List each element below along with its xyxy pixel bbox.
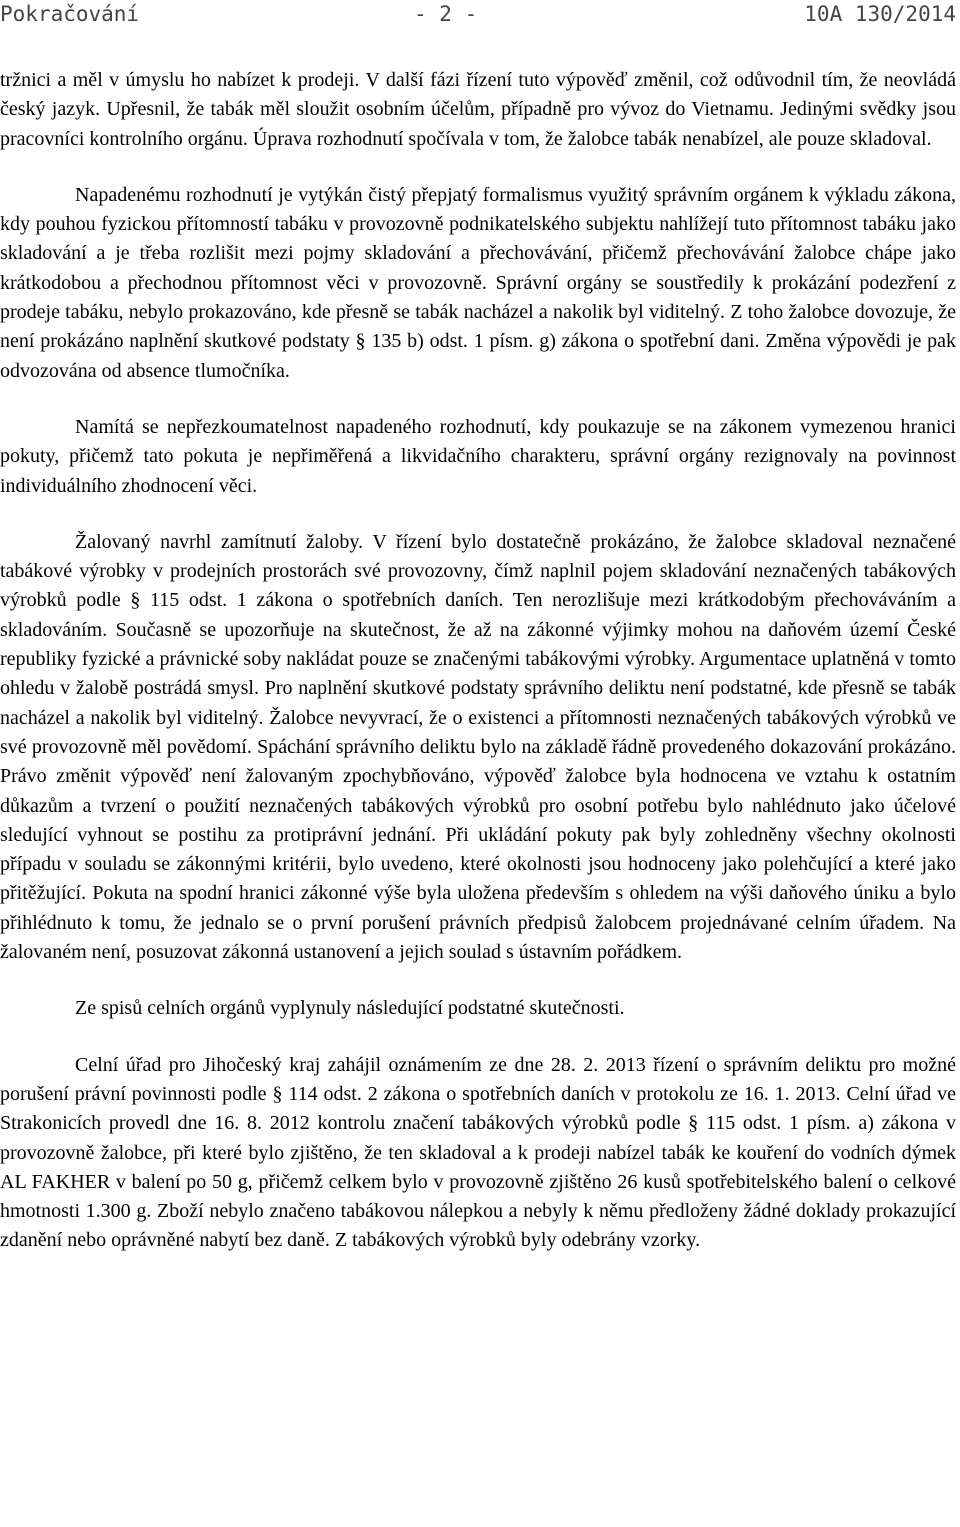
case-number: 10A 130/2014: [804, 2, 956, 26]
page-header: [0, 0, 960, 40]
paragraph-customs-proceedings: Celní úřad pro Jihočeský kraj zahájil oznámením ze dne 28. 2. 2013 řízení o správním deliktu pro možné porušení právní povinnosti podle § 114 odst. 2 zákona o spotřebních daních v protokolu ze 16. 1. 2013. Celní úřad ve Strakonicích provedl dne 16. 8. 2012 kontrolu značení tabákových výrobků podle § 115 odst. 1 písm. a) zákona v provozovně žalobce, při které bylo zjištěno, že ten skladoval a k prodeji nabízel tabák ke kouření do vodních dýmek AL FAKHER v balení po 50 g, přičemž celkem bylo v provozovně zjištěno 26 kusů spotřebitelského balení o celkové hmotnosti 1.300 g. Zboží nebylo značeno tabákovou nálepkou a nebyly k němu předloženy žádné doklady prokazující zdanění nebo oprávněné nabytí bez daně. Z tabákových výrobků byly odebrány vzorky.: [0, 1053, 956, 1252]
paragraph-formalism-objection: Napadenému rozhodnutí je vytýkán čistý přepjatý formalismus využitý správním orgánem k výkladu zákona, kdy pouhou fyzickou přítomností tabáku v provozovně podnikatelského subjektu nahlížejí tuto přítomnost tabáku jako skladování a je třeba rozlišit mezi pojmy skladování a přechovávání, přičemž přechovávání žalobce chápe jako krátkodobou a přechodnou přítomnost věci v provozovně. Správní orgány se soustředily k prokázání podezření z prodeje tabáku, nebylo prokazováno, kde přesně se tabák nacházel a nakolik byl viditelný. Z toho žalobce dovozuje, že není prokázáno naplnění skutkové podstaty § 135 b) odst. 1 písm. g) zákona o spotřební dani. Změna výpovědi je pak odvozována od absence tlumočníka.: [0, 183, 956, 382]
paragraph-defendant-response: Žalovaný navrhl zamítnutí žaloby. V řízení bylo dostatečně prokázáno, že žalobce skladoval neznačené tabákové výrobky v prodejních prostorách své provozovny, čímž naplnil pojem skladování neznačených tabákových výrobků podle § 115 odst. 1 zákona o spotřebních daních. Ten nerozlišuje mezi krátkodobým přechováváním a skladováním. Současně se upozorňuje na skutečnost, že až na zákonné výjimky mohou na daňovém území České republiky fyzické a právnické soby nakládat pouze se značenými tabákovými výrobky. Argumentace uplatněná v tomto ohledu v žalobě postrádá smysl. Pro naplnění skutkové podstaty správního deliktu není podstatné, kde přesně se tabák nacházel a nakolik byl viditelný. Žalobce nevyvrací, že o existenci a přítomnosti neznačených tabákových výrobků ve své provozovně měl povědomí. Spáchání správního deliktu bylo na základě řádně provedeného dokazování prokázáno. Právo změnit výpověď není žalovaným zpochybňováno, výpověď žalobce byla hodnocena ve vztahu k ostatním důkazům a tvrzení o použití neznačených tabákových výrobků pro osobní potřebu bylo nahlédnuto jako účelové sledující vyhnout se postihu za protiprávní jednání. Při ukládání pokuty pak byly zohledněny všechny okolnosti případu v souladu se zákonnými kritérii, bylo uvedeno, které okolnosti jsou hodnoceny jako polehčující a které jako přitěžující. Pokuta na spodní hranici zákonné výše byla uložena především s ohledem na výši daňového úniku a bylo přihlédnuto k tomu, že jednalo se o první porušení právních předpisů žalobcem projednávané celním úřadem. Na žalovaném není, posuzovat zákonná ustanovení a jejich soulad s ústavním pořádkem.: [0, 530, 956, 964]
page-number: - 2 -: [414, 2, 478, 26]
paragraph-unreviewability-objection: Namítá se nepřezkoumatelnost napadeného rozhodnutí, kdy poukazuje se na zákonem vymezenou hranici pokuty, přičemž tato pokuta je nepřiměřená a likvidačního charakteru, správní orgány rezignovaly na povinnost individuálního zhodnocení věci.: [0, 415, 956, 497]
paragraph-plaintiff-testimony: tržnici a měl v úmyslu ho nabízet k prodeji. V další fázi řízení tuto výpověď změnil, což odůvodnil tím, že neovládá český jazyk. Upřesnil, že tabák měl sloužit osobním účelům, případně pro vývoz do Vietnamu. Jedinými svědky jsou pracovníci kontrolního orgánu. Úprava rozhodnutí spočívala v tom, že žalobce tabák nenabízel, ale pouze skladoval.: [0, 69, 956, 150]
document-body: [0, 66, 956, 1283]
paragraph-file-findings-intro: Ze spisů celních orgánů vyplynuly následující podstatné skutečnosti.: [75, 997, 625, 1020]
continuation-label: Pokračování: [0, 2, 140, 26]
